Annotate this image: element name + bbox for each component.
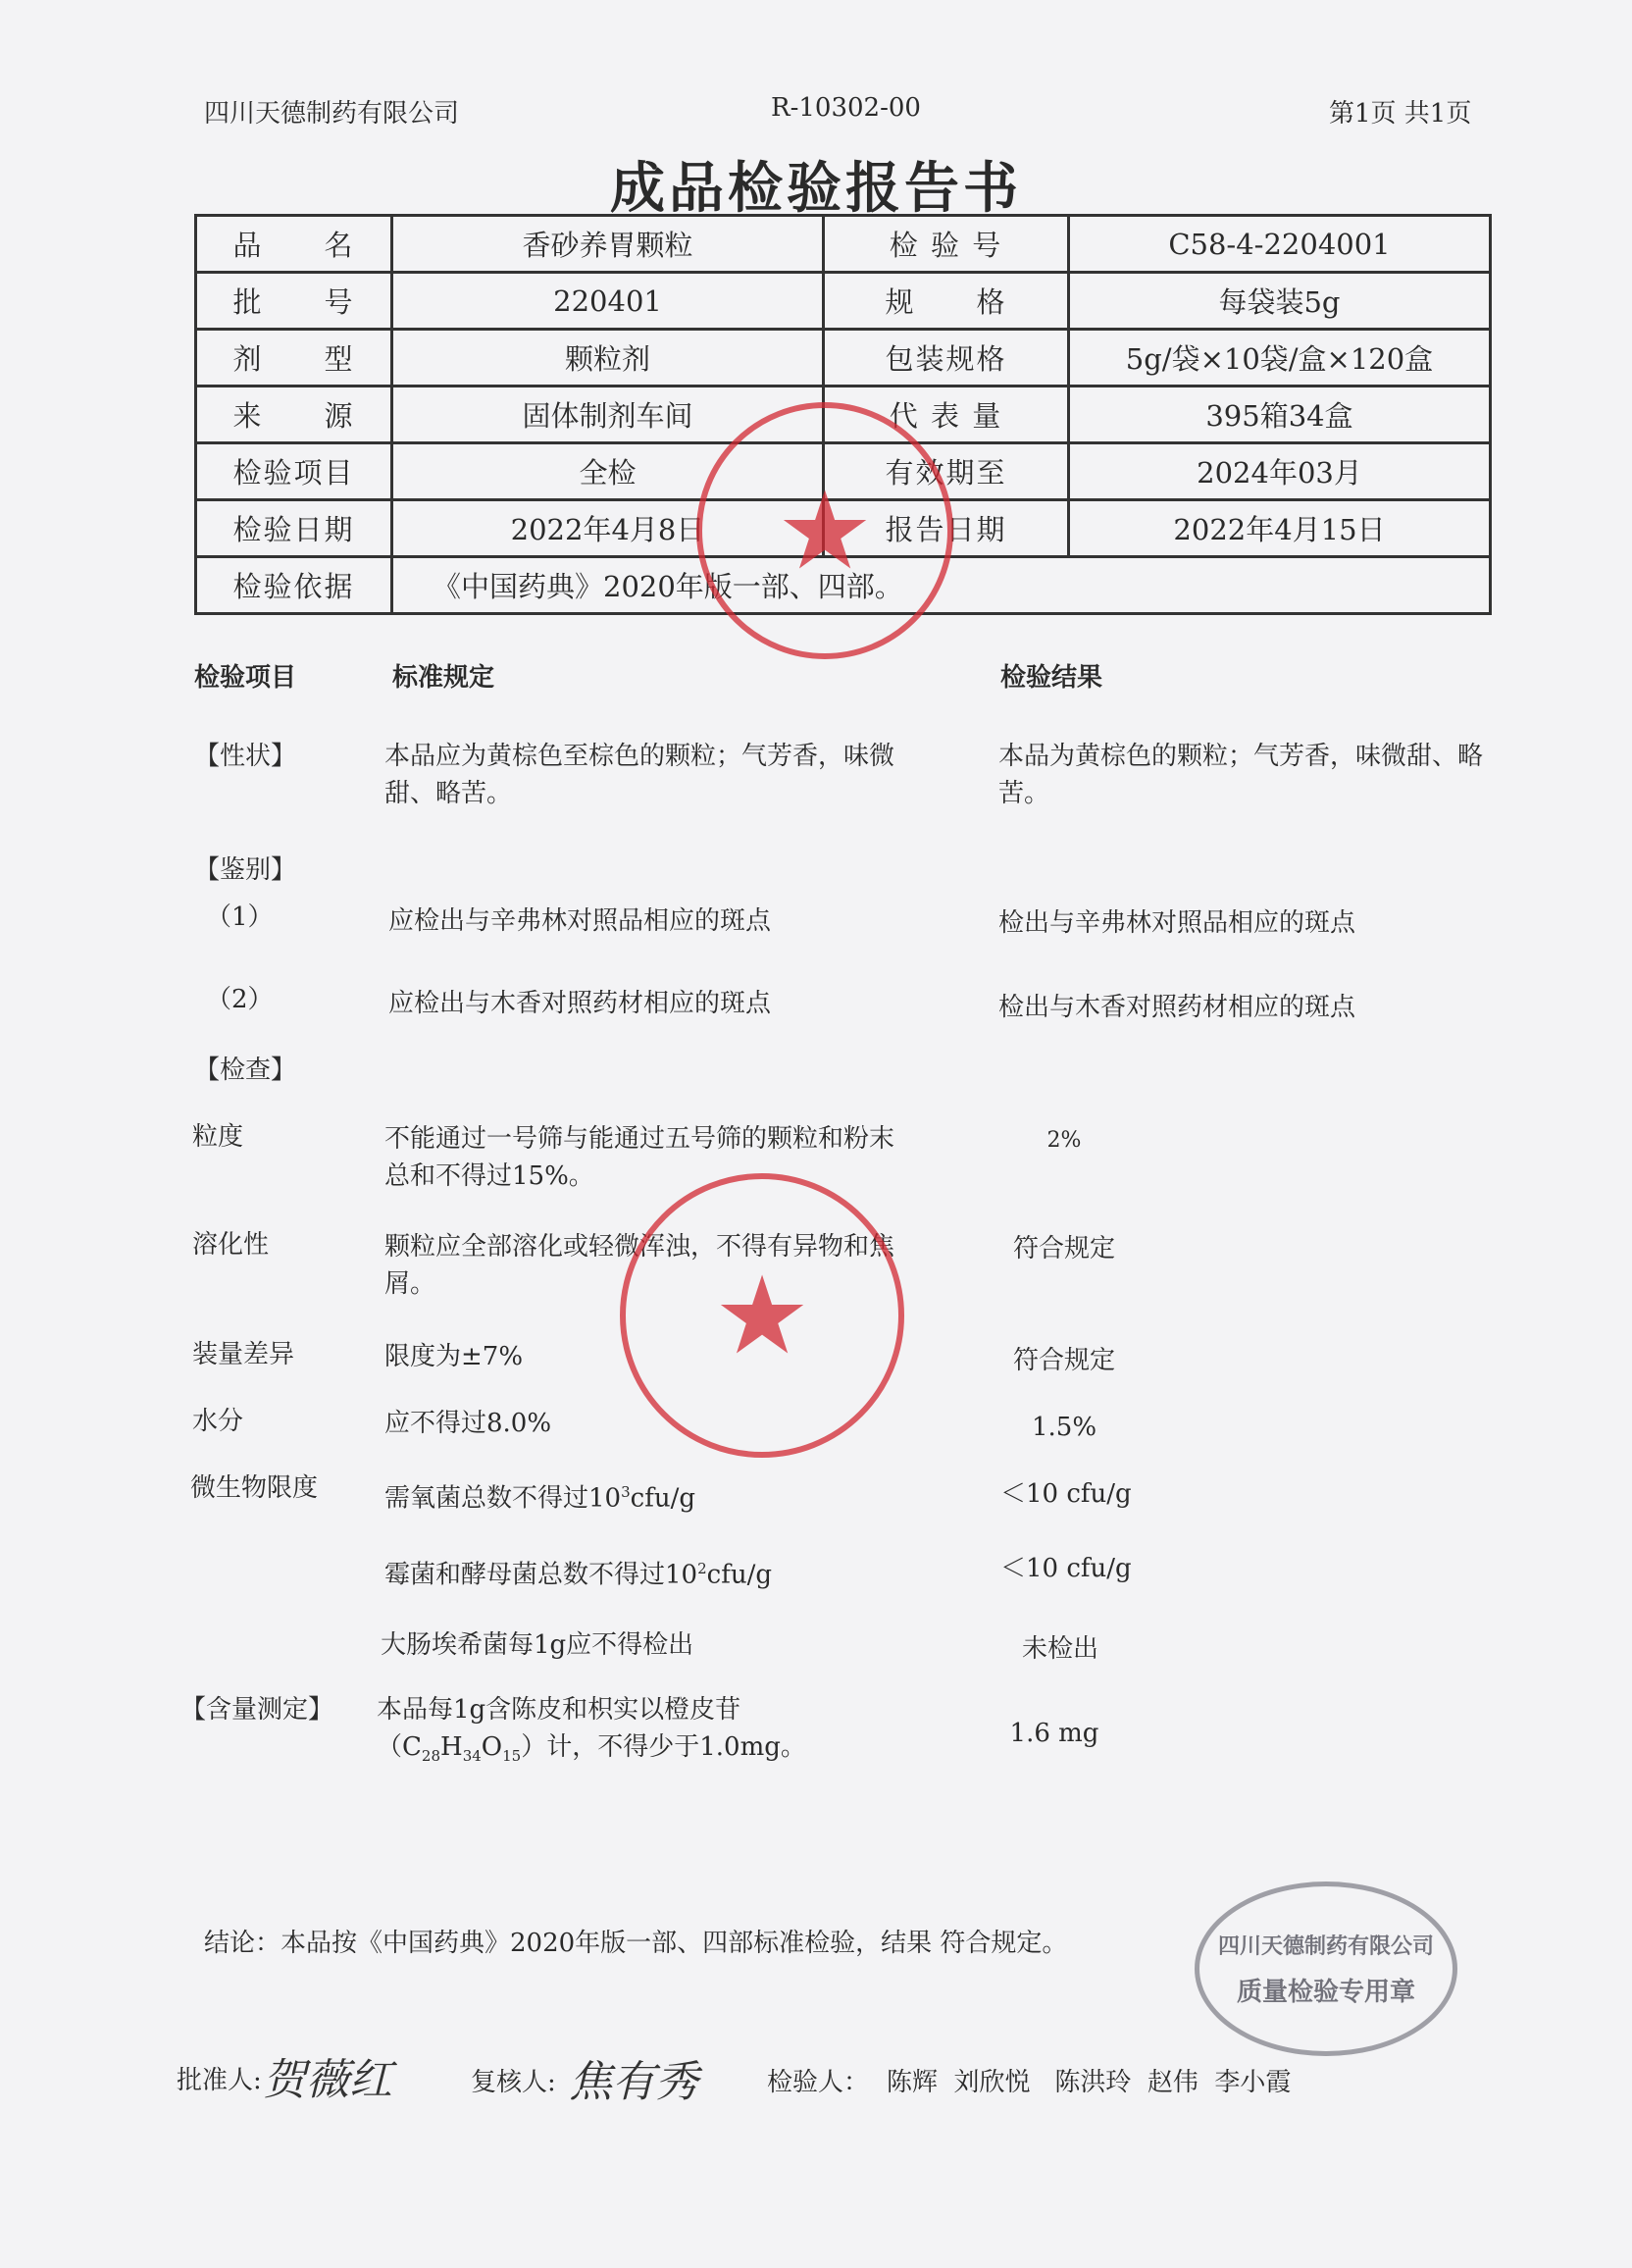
quantity-value: 395箱34盒 — [1069, 387, 1491, 443]
basis-value: 《中国药典》2020年版一部、四部。 — [392, 557, 1491, 614]
identification-no-1: （1） — [206, 902, 274, 932]
star-icon: ★ — [713, 1253, 811, 1378]
character-standard: 本品应为黄棕色至棕色的颗粒；气芳香，味微甜、略苦。 — [384, 742, 895, 808]
package-label: 包装规格 — [824, 330, 1069, 387]
moisture-name: 水分 — [192, 1407, 244, 1436]
aerobic-standard: 需氧菌总数不得过$10^3cfu/g$ — [384, 1483, 695, 1514]
report-date-label: 报告日期 — [824, 500, 1069, 557]
solubility-standard: 颗粒应全部溶化或轻微浑浊，不得有异物和焦屑。 — [384, 1232, 895, 1299]
mold-standard: 霉菌和酵母菌总数不得过$10^2cfu/g$ — [384, 1560, 772, 1590]
star-icon: ★ — [776, 468, 874, 593]
distributor-seal-stamp — [620, 1173, 904, 1458]
inspector-names: 陈辉 刘欣悦 陈洪玲 赵伟 李小霞 — [887, 2068, 1292, 2097]
granularity-standard: 不能通过一号筛与能通过五号筛的颗粒和粉末总和不得过15%。 — [384, 1124, 895, 1191]
company-name: 四川天德制药有限公司 — [204, 99, 460, 129]
test-item-label: 检验项目 — [196, 443, 392, 500]
solubility-name: 溶化性 — [192, 1230, 270, 1260]
info-row — [196, 216, 1491, 273]
test-no-label: 检 验 号 — [824, 216, 1069, 273]
source-label: 来 源 — [196, 387, 392, 443]
basis-label: 检验依据 — [196, 557, 392, 614]
test-date-value: 2022年4月8日 — [392, 500, 824, 557]
identification-no-2: （2） — [206, 985, 274, 1014]
granularity-result: 2% — [1046, 1128, 1082, 1153]
granularity-name: 粒度 — [192, 1122, 244, 1152]
fill-variation-result: 符合规定 — [1012, 1346, 1115, 1375]
form-label: 剂 型 — [196, 330, 392, 387]
conclusion: 结论：本品按《中国药典》2020年版一部、四部标准检验，结果 符合规定。 — [204, 1929, 1068, 1958]
test-date-label: 检验日期 — [196, 500, 392, 557]
product-name-value: 香砂养胃颗粒 — [392, 216, 824, 273]
identification-standard-2: 应检出与木香对照药材相应的斑点 — [388, 989, 772, 1018]
quantity-label: 代 表 量 — [824, 387, 1069, 443]
ecoli-standard: 大肠埃希菌每1g应不得检出 — [381, 1630, 694, 1660]
inspector-label: 检验人： — [767, 2068, 870, 2097]
ecoli-result: 未检出 — [1021, 1634, 1098, 1664]
test-item-value: 全检 — [392, 443, 824, 500]
company-seal-stamp — [696, 402, 953, 659]
identification-result-2: 检出与木香对照药材相应的斑点 — [998, 993, 1356, 1022]
source-value: 固体制剂车间 — [392, 387, 824, 443]
aerobic-result: ＜10 cfu/g — [1000, 1479, 1132, 1509]
qc-stamp-line2: 质量检验专用章 — [1236, 1978, 1415, 2007]
mold-result: ＜10 cfu/g — [1000, 1554, 1132, 1583]
fill-variation-standard: 限度为±7% — [384, 1342, 524, 1371]
column-header-result: 检验结果 — [1000, 663, 1103, 693]
moisture-standard: 应不得过8.0% — [384, 1409, 552, 1438]
moisture-result: 1.5% — [1031, 1413, 1097, 1442]
batch-value: 220401 — [392, 273, 824, 330]
character-label: 【性状】 — [194, 742, 297, 771]
fill-variation-name: 装量差异 — [192, 1340, 295, 1369]
batch-label: 批 号 — [196, 273, 392, 330]
info-row — [196, 330, 1491, 387]
identification-result-1: 检出与辛弗林对照品相应的斑点 — [998, 908, 1356, 938]
character-result: 本品为黄棕色的颗粒；气芳香，味微甜、略苦。 — [998, 742, 1484, 808]
qc-seal-stamp — [1195, 1881, 1457, 2056]
assay-standard-line1: 本品每1g含陈皮和枳实以橙皮苷 — [377, 1695, 741, 1725]
identification-standard-1: 应检出与辛弗林对照品相应的斑点 — [388, 906, 772, 936]
reviewer-signature: 焦有秀 — [569, 2057, 698, 2107]
microbial-name: 微生物限度 — [190, 1473, 319, 1503]
qc-stamp-line1: 四川天德制药有限公司 — [1217, 1934, 1434, 1959]
assay-standard-line2: $(C_{28}H_{34}O_{15})$计，不得少于1.0mg。 — [377, 1732, 806, 1766]
expiry-value: 2024年03月 — [1069, 443, 1491, 500]
identification-label: 【鉴别】 — [194, 855, 297, 885]
expiry-label: 有效期至 — [824, 443, 1069, 500]
test-no-value: C58-4-2204001 — [1069, 216, 1491, 273]
spec-value: 每袋装5g — [1069, 273, 1491, 330]
approver-label: 批准人: — [177, 2066, 262, 2095]
page-number: 第1页 共1页 — [1329, 99, 1472, 129]
spec-label: 规 格 — [824, 273, 1069, 330]
inspection-label: 【检查】 — [194, 1056, 297, 1085]
product-name-label: 品 名 — [196, 216, 392, 273]
solubility-result: 符合规定 — [1012, 1234, 1115, 1263]
form-value: 颗粒剂 — [392, 330, 824, 387]
approver-signature: 贺薇红 — [263, 2055, 392, 2105]
package-value: 5g/袋×10袋/盒×120盒 — [1069, 330, 1491, 387]
assay-label: 【含量测定】 — [180, 1695, 334, 1725]
reviewer-label: 复核人: — [471, 2068, 556, 2097]
document-code: R-10302-00 — [771, 93, 921, 123]
report-date-value: 2022年4月15日 — [1069, 500, 1491, 557]
info-row — [196, 273, 1491, 330]
column-header-item: 检验项目 — [194, 663, 297, 693]
assay-result: 1.6 mg — [1009, 1719, 1099, 1748]
column-header-standard: 标准规定 — [392, 663, 495, 693]
document-title: 成品检验报告书 — [610, 156, 1022, 221]
